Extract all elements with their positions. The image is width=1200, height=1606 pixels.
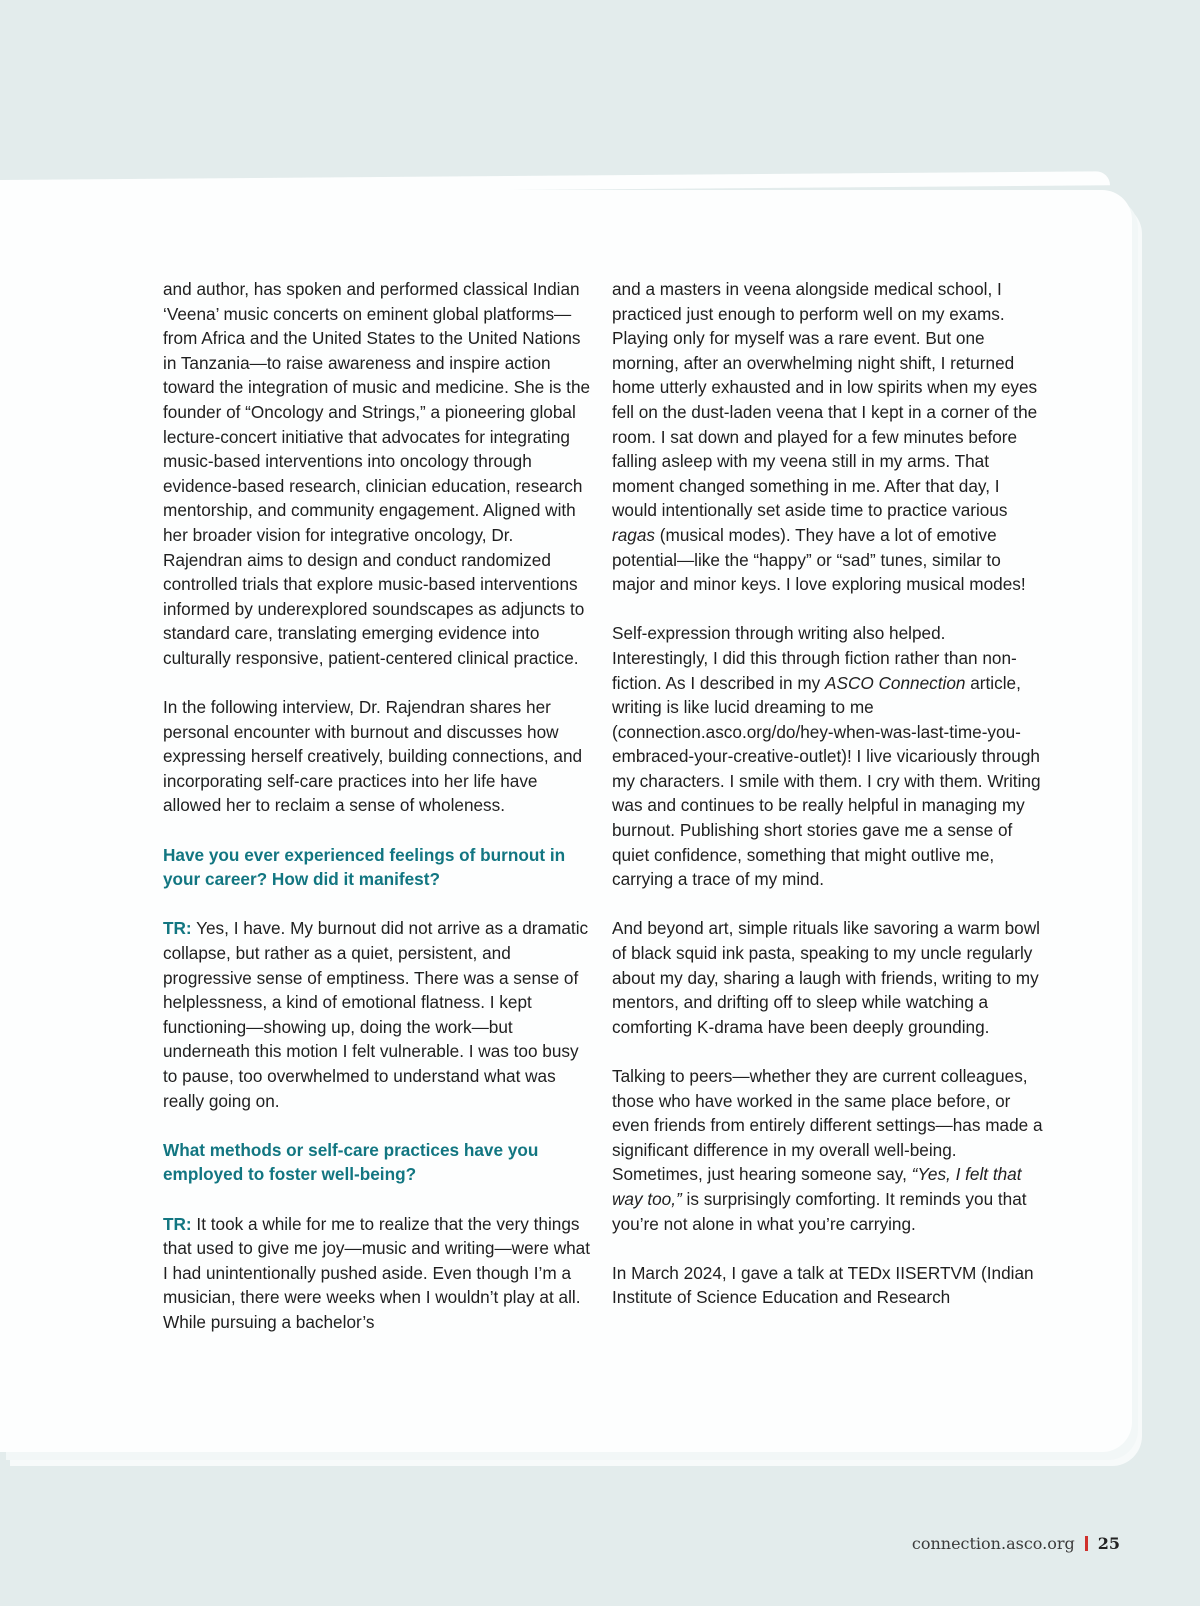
speaker-initials: TR: — [163, 918, 192, 939]
text-run: Talking to peers—whether they are current colleagues, those who have worked in the same place before, or even friends from entirely different settings—has made a significant difference in my overall well-being. Sometimes, just hearing someone say, — [612, 1066, 1043, 1185]
interview-question: What methods or self-care practices have you employed to foster well-being? — [163, 1139, 539, 1185]
footer-site-url: connection.asco.org — [911, 1534, 1075, 1553]
left-column — [163, 277, 595, 1359]
italic-title: ASCO Connection — [825, 672, 966, 693]
speaker-initials: TR: — [163, 1213, 192, 1234]
interview-answer — [163, 916, 595, 1113]
body-paragraph: And beyond art, simple rituals like savoring a warm bowl of black squid ink pasta, speaking to my uncle regularly about my day, sharing a laugh with friends, writing to my mentors, and drifting off to sleep while watching a comforting K-drama have been deeply grounding. — [612, 918, 1040, 1037]
text-run: Self-expression through writing also helped. Interestingly, I did this through fiction rather than non-fiction. As I described in my — [612, 623, 1017, 693]
body-paragraph: and author, has spoken and performed classical Indian ‘Veena’ music concerts on eminent global platforms—from Africa and the United States to the United Nations in Tanzania—to raise awareness and inspire action toward the integration of music and medicine. She is the founder of “Oncology and Strings,” a pioneering global lecture-concert initiative that advocates for integrating music-based interventions into oncology through evidence-based research, clinician education, research mentorship, and community engagement. Aligned with her broader vision for integrative oncology, Dr. Rajendran aims to design and conduct randomized controlled trials that explore music-based interventions informed by underexplored soundscapes as adjuncts to standard care, translating emerging evidence into culturally responsive, patient-centered clinical practice. — [163, 279, 591, 668]
text-run: article, writing is like lucid dreaming to me (connection.asco.org/do/hey-when-was-last-time-you-embraced-your-creative-outlet)! I live vicariously through my characters. I smile with them. I cry with them. Writing was and continues to be really helpful in managing my burnout. Publishing short stories gave me a sense of quiet confidence, something that might outlive me, carrying a trace of my mind. — [612, 672, 1041, 890]
body-paragraph — [612, 277, 1044, 597]
interview-question: Have you ever experienced feelings of burnout in your career? How did it manifest? — [163, 844, 566, 890]
text-run: is surprisingly comforting. It reminds you that you’re not alone in what you’re carrying. — [612, 1188, 1027, 1234]
footer-divider — [1085, 1536, 1088, 1551]
body-paragraph — [612, 621, 1044, 892]
answer-text: Yes, I have. My burnout did not arrive as a dramatic collapse, but rather as a quiet, persistent, and progressive sense of emptiness. There was a sense of helplessness, a kind of emotional flatness. I kept functioning—showing up, doing the work—but underneath this motion I felt vulnerable. I was too busy to pause, too overwhelmed to understand what was really going on. — [163, 918, 589, 1111]
page-footer — [912, 1534, 1120, 1553]
italic-quote: “Yes, I felt that way too,” — [612, 1164, 1022, 1209]
text-run: and a masters in veena alongside medical school, I practiced just enough to perform well on my exams. Playing only for myself was a rare event. But one morning, after an overwhelming night shift, I returned home utterly exhausted and in low spirits when my eyes fell on the dust-laden veena that I kept in a corner of the room. I sat down and played for a few minutes before falling asleep with my veena still in my arms. That moment changed something in me. After that day, I would intentionally set aside time to practice various — [612, 279, 1038, 521]
body-paragraph: In March 2024, I gave a talk at TEDx IISERTVM (Indian Institute of Science Education and Research — [612, 1262, 1034, 1308]
answer-text: It took a while for me to realize that the very things that used to give me joy—music and writing—were what I had unintentionally pushed aside. Even though I’m a musician, there were weeks when I wouldn’t play at all. While pursuing a bachelor’s — [163, 1213, 591, 1332]
page-number: 25 — [1097, 1534, 1120, 1553]
body-paragraph — [612, 1064, 1044, 1236]
body-paragraph: In the following interview, Dr. Rajendran shares her personal encounter with burnout and discusses how expressing herself creatively, building connections, and incorporating self-care practices into her life have allowed her to reclaim a sense of wholeness. — [163, 697, 583, 816]
interview-answer — [163, 1212, 595, 1335]
text-run: (musical modes). They have a lot of emotive potential—like the “happy” or “sad” tunes, similar to major and minor keys. I love exploring musical modes! — [612, 524, 1026, 595]
italic-term: ragas — [612, 524, 655, 545]
right-column — [612, 277, 1044, 1335]
